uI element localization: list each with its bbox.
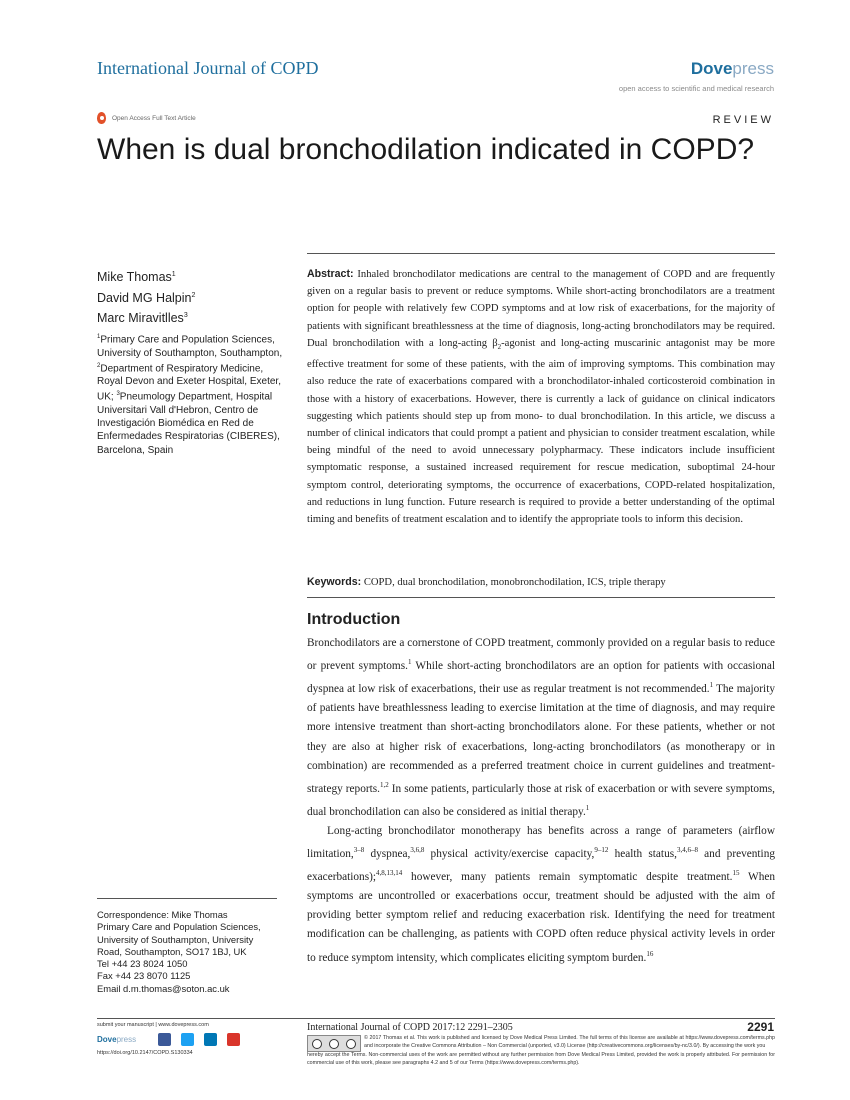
creative-commons-badge[interactable]: [307, 1035, 361, 1052]
author[interactable]: David MG Halpin$^2$: [97, 290, 196, 305]
social-links: [158, 1033, 240, 1046]
publisher-logo-part2: press: [732, 59, 774, 78]
license-text: © 2017 Thomas et al. This work is published and licensed by Dove Medical Press Limited. The full terms of this license are available at https://www.dovepress.com/terms.php and incorporate the Creative Commons Attribution – Non Commercial (unported, v3.0) License (http://creativecommons.org/licenses/by-nc/3.0/). By accessing the work you: [364, 1035, 775, 1050]
journal-name[interactable]: International Journal of COPD: [97, 58, 319, 78]
citation-ref[interactable]: 3,6,8: [410, 846, 425, 855]
citation-ref[interactable]: 3,4,6–8: [676, 846, 698, 855]
correspondence: Correspondence: Mike Thomas Primary Care and Population Sciences, University of Southampton, University Road, Southampton, SO17 1BJ, UK Tel +44 23 8024 1050 Fax +44 23 8070 1125 Email d.m.thomas@soton.ac.uk: [97, 909, 287, 995]
abstract-label: Abstract:: [307, 268, 354, 280]
article-type: REVIEW: [712, 114, 774, 126]
publisher-logo[interactable]: [691, 59, 774, 79]
introduction-body: [307, 634, 775, 968]
divider: [307, 253, 775, 254]
citation-ref[interactable]: 4,8,13,14: [376, 869, 403, 878]
citation-ref[interactable]: 3–8: [353, 846, 365, 855]
section-heading: Introduction: [307, 611, 401, 628]
open-access-text: Open Access Full Text Article: [112, 114, 196, 122]
author-list: [97, 266, 282, 328]
author[interactable]: Marc Miravitlles$^3$: [97, 311, 188, 326]
affiliations: $^1$Primary Care and Population Sciences, University of Southampton, Southampton, $^2$Department of Respiratory Medicine, Royal Devon and Exeter Hospital, Exeter, UK; $^3$Pneumology Department, Hospital Universitari Vall d'Hebron, Centro de Investigación Biomédica en Red de Enfermedades Respiratorias (CIBERES), Barcelona, Spain: [97, 334, 283, 456]
publisher-tagline: open access to scientific and medical research: [618, 84, 774, 93]
paragraph: Bronchodilators are a cornerstone of COPD treatment, commonly provided on a regular basis to reduce or prevent symptoms.$^1$ While short-acting bronchodilators are an option for patients with occasional dyspnea at low risk of exacerbations, their use as regular treatment is not recommended.$^1$ The majority of patients have breathlessness leading to exercise limitation at the time of diagnosis, and may require more intensive treatment than short-acting bronchodilators alone. For these patients, whether or not they are also at higher risk of exacerbations, long-acting bronchodilators (as monotherapy or in combination) are recommended as a preferred treatment choice in current guidelines and treatment-strategy reports.$^{1,2}$ In some patients, particularly those at risk of exacerbation or with severe symptoms, dual bronchodilation can also be considered as initial therapy.$^1$: [307, 637, 775, 818]
author[interactable]: Mike Thomas$^1$: [97, 270, 176, 285]
publisher-logo-part1: Dove: [690, 59, 733, 78]
divider: [97, 1018, 775, 1019]
youtube-icon[interactable]: [227, 1033, 240, 1046]
paragraph: Long-acting bronchodilator monotherapy has benefits across a range of parameters (airflow limitation,$^{3-8}$ dyspnea,$^{3,6,8}$ physical activity/exercise capacity,$^{9-12}$ health status,$^{3,4,6-8}$ and preventing exacerbations);$^{4,8,13,14}$ however, many patients remain symptomatic despite treatment.$^{15}$ When symptoms are uncontrolled or exacerbations occur, treatment should be adjusted with the aim of providing better symptom relief and reducing exacerbation risk. Identifying the need for treatment modification can be challenging, as patients with COPD often reduce physical activity levels in order to reduce symptom intensity, which complicates eliciting symptom burden.$^{16}$: [307, 824, 776, 964]
email-link[interactable]: Email d.m.thomas@soton.ac.uk: [97, 982, 230, 994]
linkedin-icon[interactable]: [204, 1033, 217, 1046]
citation-ref[interactable]: 1,2: [379, 780, 389, 789]
open-access-icon: [97, 112, 106, 124]
page-number: 2291: [747, 1020, 774, 1034]
facebook-icon[interactable]: [158, 1033, 171, 1046]
by-icon: [329, 1039, 339, 1049]
doi-link[interactable]: https://doi.org/10.2147/COPD.S130334: [97, 1050, 193, 1056]
twitter-icon[interactable]: [181, 1033, 194, 1046]
citation: International Journal of COPD 2017:12 2291–2305: [307, 1022, 513, 1033]
open-access-label[interactable]: [97, 112, 196, 124]
citation-ref[interactable]: 9–12: [594, 846, 609, 855]
keywords-label: Keywords:: [307, 576, 362, 588]
citation-ref[interactable]: 1: [407, 658, 412, 667]
citation-ref[interactable]: 1: [585, 803, 590, 812]
abstract: Abstract: Inhaled bronchodilator medications are central to the management of COPD and are frequently given on a regular basis to prevent or reduce symptoms. While short-acting bronchodilators are a treatment option for people with relatively few COPD symptoms and at low risk of exacerbations, for the majority of patients with significant breathlessness at the time of diagnosis, long-acting bronchodilators may be required. Dual bronchodilation with a long-acting $\beta_2$-agonist and long-acting muscarinic antagonist may be more effective treatment for some of these patients, with the aim of improving symptoms. This combination may also reduce the rate of exacerbations compared with a bronchodilator-inhaled corticosteroid combination in those with a history of exacerbations. However, there is currently a lack of guidance on clinical indicators suggesting which patients should step up from mono- to dual bronchodilation. In this article, we discuss a number of clinical indicators that could prompt a patient and physician to consider treatment escalation, while being mindful of the need to avoid unnecessary polypharmacy. These indicators include insufficient symptomatic response, a sustained increased requirement for rescue medication, suboptimal 24-hour symptom control, deteriorating symptoms, the occurrence of exacerbations, COPD-related hospitalization, and reductions in lung function. Future research is required to provide a better understanding of the optimal timing and benefits of treatment escalation and to identify the appropriate tools to inform this decision.: [307, 268, 775, 525]
article-title: When is dual bronchodilation indicated in COPD?: [97, 133, 755, 166]
divider: [307, 597, 775, 598]
cc-icon: [312, 1039, 322, 1049]
divider: [97, 898, 277, 899]
keywords: Keywords: COPD, dual bronchodilation, monobronchodilation, ICS, triple therapy: [307, 576, 666, 588]
nc-icon: [346, 1039, 356, 1049]
submit-manuscript-link[interactable]: submit your manuscript | www.dovepress.com: [97, 1022, 209, 1028]
footer-logo[interactable]: Dovepress: [97, 1035, 137, 1044]
license-text-cont: hereby accept the Terms. Non-commercial uses of the work are permitted without any further permission from Dove Medical Press Limited, provided the work is properly attributed. For permission for commercial use of this work, please see paragraphs 4.2 and 5 of our Terms (https://www.dovepress.com/terms.php).: [307, 1052, 775, 1067]
citation-ref[interactable]: 16: [646, 949, 654, 958]
citation-ref[interactable]: 15: [732, 869, 740, 878]
citation-ref[interactable]: 1: [709, 681, 714, 690]
